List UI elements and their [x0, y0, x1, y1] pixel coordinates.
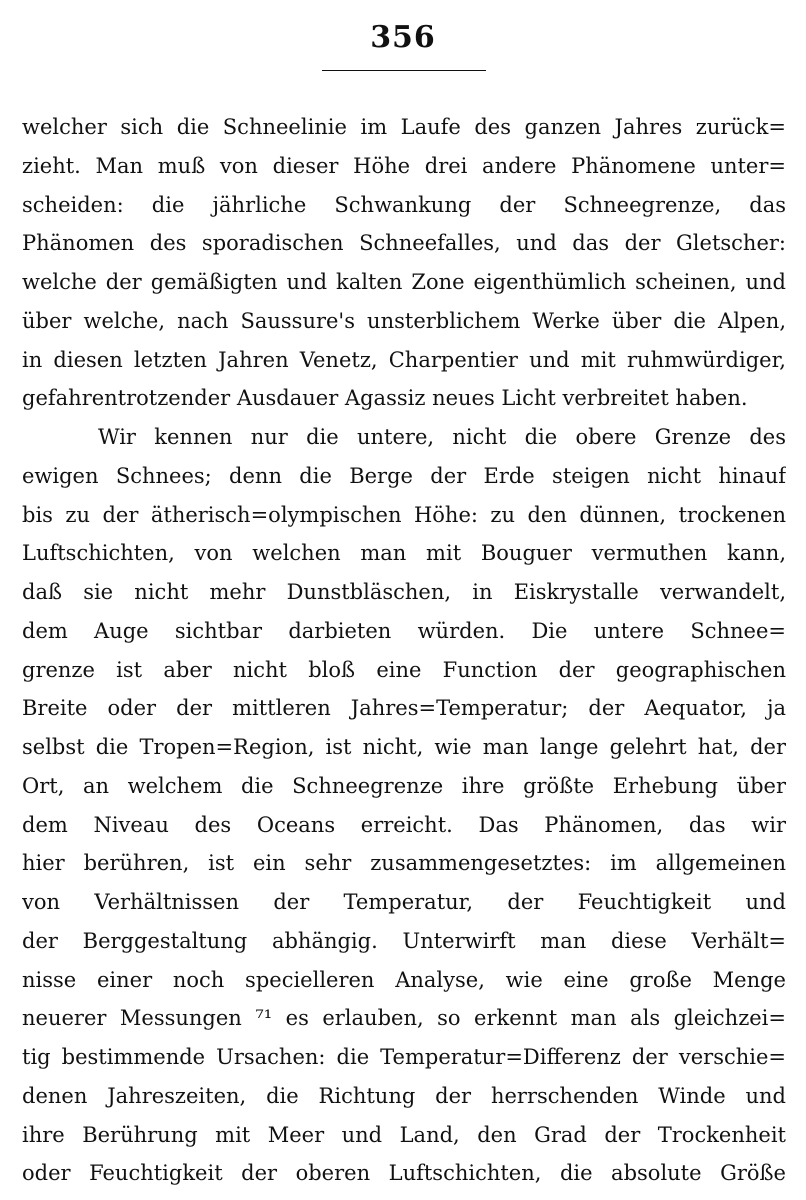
text-line: Phänomen des sporadischen Schneefalles, und das der Gletscher:: [22, 231, 786, 256]
text-line: tig bestimmende Ursachen: die Temperatur=Differenz der verschie=: [22, 1045, 786, 1069]
text-line: denen Jahreszeiten, die Richtung der herrschenden Winde und: [22, 1083, 786, 1108]
text-line: selbst die Tropen=Region, ist nicht, wie man lange gelehrt hat, der: [22, 735, 786, 759]
text-line: ihre Berührung mit Meer und Land, den Grad der Trockenheit: [22, 1122, 786, 1147]
text-line: zieht. Man muß von dieser Höhe drei andere Phänomene unter=: [22, 153, 786, 178]
text-line: grenze ist aber nicht bloß eine Function der geographischen: [22, 657, 786, 682]
text-line: über welche, nach Saussure's unsterblichem Werke über die Alpen,: [22, 308, 786, 333]
header-rule: [322, 70, 486, 71]
text-line: bis zu der ätherisch=olympischen Höhe: zu den dünnen, trockenen: [22, 502, 786, 527]
text-line: daß sie nicht mehr Dunstbläschen, in Eiskrystalle verwandelt,: [22, 580, 786, 604]
text-line: Breite oder der mittleren Jahres=Temperatur; der Aequator, ja: [22, 696, 786, 721]
text-line: ewigen Schnees; denn die Berge der Erde steigen nicht hinauf: [22, 463, 786, 488]
text-line: hier berühren, ist ein sehr zusammengesetztes: im allgemeinen: [22, 851, 786, 876]
text-line: gefahrentrotzender Ausdauer Agassiz neues Licht verbreitet haben.: [22, 386, 748, 411]
paragraph-start-line: Wir kennen nur die untere, nicht die obere Grenze des: [98, 425, 786, 449]
text-line: welcher sich die Schneelinie im Laufe des ganzen Jahres zurück=: [22, 115, 786, 139]
text-line: Ort, an welchem die Schneegrenze ihre größte Erhebung über: [22, 773, 786, 798]
body-text: [22, 108, 786, 1193]
text-line: nisse einer noch specielleren Analyse, wie eine große Menge: [22, 967, 786, 992]
text-line: in diesen letzten Jahren Venetz, Charpentier und mit ruhmwürdiger,: [22, 347, 786, 372]
text-line: neuerer Messungen ⁷¹ es erlauben, so erkennt man als gleichzei=: [22, 1006, 786, 1031]
text-line: dem Auge sichtbar darbieten würden. Die untere Schnee=: [22, 618, 786, 643]
text-line: Luftschichten, von welchen man mit Bouguer vermuthen kann,: [22, 541, 786, 566]
text-line: oder Feuchtigkeit der oberen Luftschichten, die absolute Größe: [22, 1161, 786, 1186]
text-line: dem Niveau des Oceans erreicht. Das Phänomen, das wir: [22, 812, 786, 837]
text-line: von Verhältnissen der Temperatur, der Feuchtigkeit und: [22, 890, 786, 914]
text-line: scheiden: die jährliche Schwankung der Schneegrenze, das: [22, 192, 786, 217]
text-line: der Berggestaltung abhängig. Unterwirft man diese Verhält=: [22, 928, 786, 953]
page-number: 356: [370, 20, 436, 55]
text-line: welche der gemäßigten und kalten Zone eigenthümlich scheinen, und: [22, 270, 786, 294]
